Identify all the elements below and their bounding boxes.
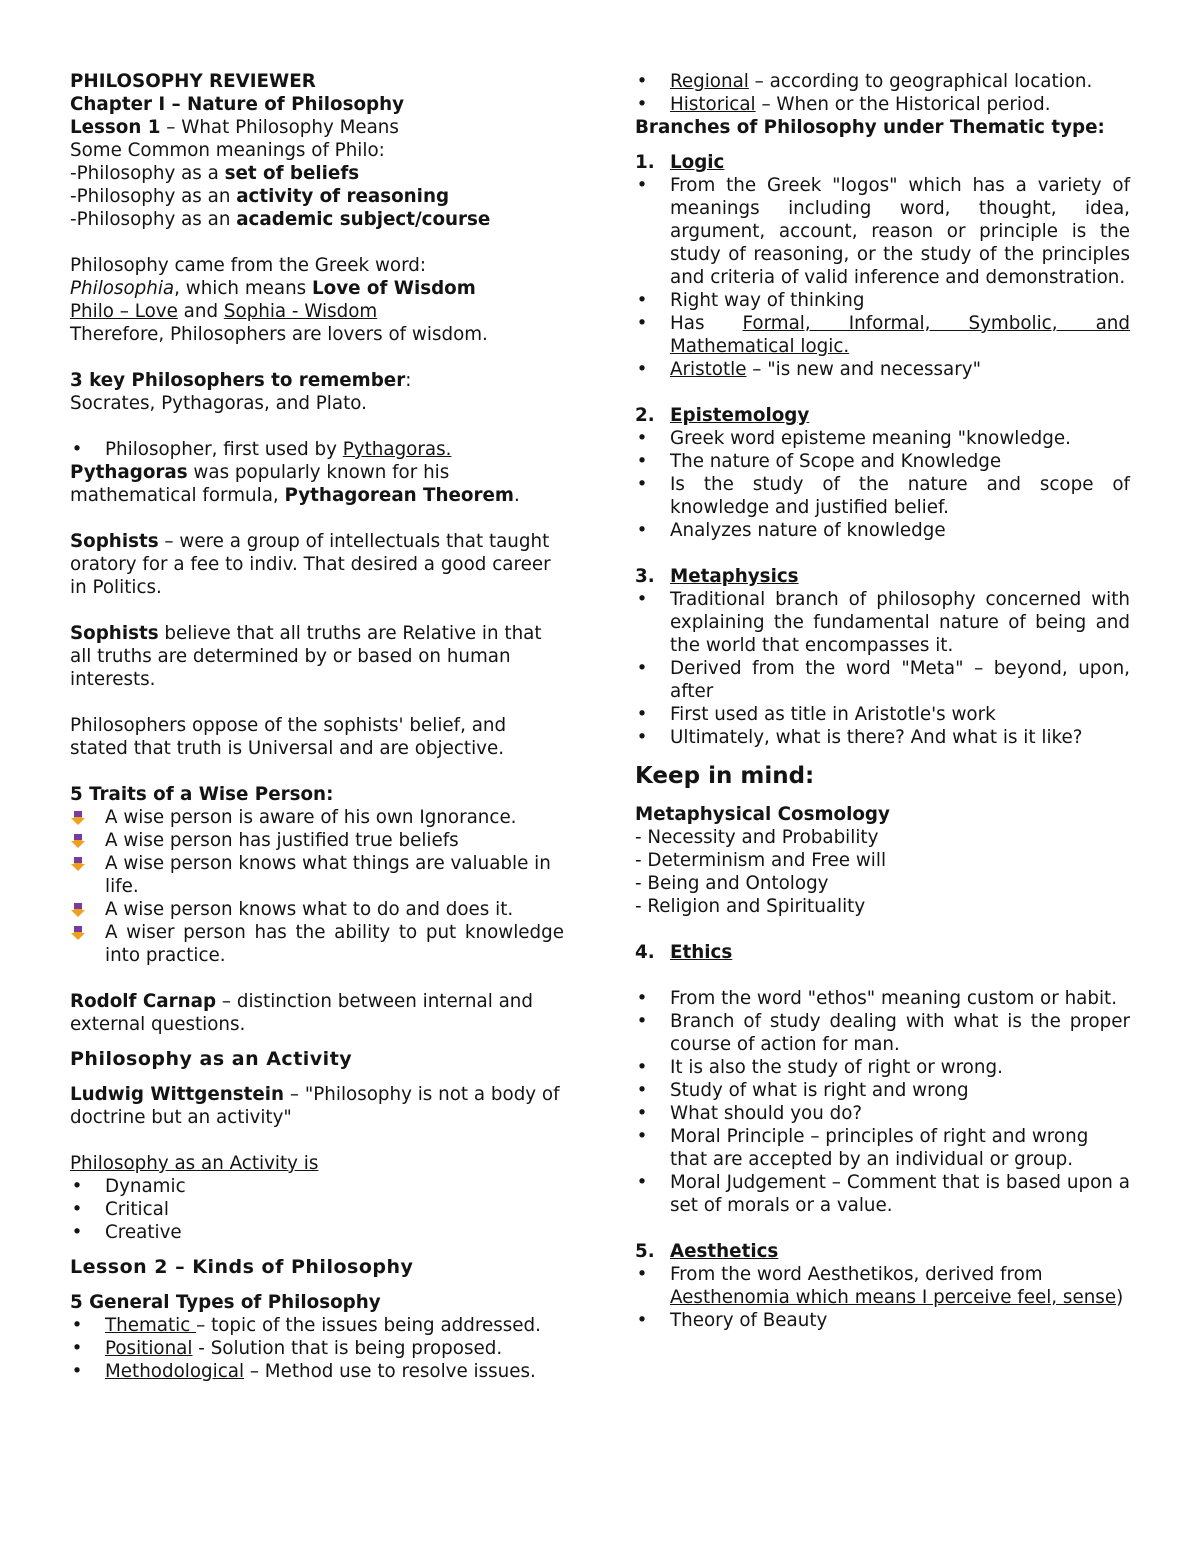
pythagoras-paragraph: Pythagoras was popularly known for his mathematical formula, Pythagorean Theorem.: [70, 462, 520, 506]
list-item: A wise person knows what things are valuable in life.: [70, 852, 564, 898]
list-item: • Traditional branch of philosophy concerned with explaining the fundamental nature of being and the world that encompasses it.: [636, 589, 1130, 656]
list-item: A wise person is aware of his own Ignorance.: [70, 806, 564, 829]
ethics-list: [635, 987, 1130, 1217]
key-philosophers-names: Socrates, Pythagoras, and Plato.: [70, 393, 367, 414]
list-item: • Derived from the word "Meta" – beyond, upon, after: [636, 658, 1130, 702]
arrow-bullet-icon: [70, 856, 86, 872]
aesthetics-heading: 5. Aesthetics: [635, 1241, 779, 1262]
general-types-list: [70, 1314, 564, 1383]
ethics-heading: 4. Ethics: [635, 942, 733, 963]
list-item: • Theory of Beauty: [636, 1310, 828, 1331]
cosmology-item: - Being and Ontology: [635, 873, 829, 894]
list-item: • From the Greek "logos" which has a variety of meanings including word, thought, idea, argument, account, reason or principle is the study of reasoning, or the study of the principles and criteria of valid inference and demonstration.: [636, 175, 1130, 288]
branches-heading: Branches of Philosophy under Thematic type:: [635, 117, 1105, 138]
traits-heading: 5 Traits of a Wise Person:: [70, 784, 334, 805]
list-item: • Critical: [71, 1199, 169, 1220]
list-item: A wise person has justified true beliefs: [70, 829, 564, 852]
list-item: • Study of what is right and wrong: [636, 1080, 969, 1101]
epistemology-heading: 2. Epistemology: [635, 405, 810, 426]
meanings-intro: Some Common meanings of Philo:: [70, 140, 385, 161]
general-types-list-continued: [635, 70, 1130, 116]
arrow-bullet-icon: [70, 925, 86, 941]
list-item: • Positional - Solution that is being proposed.: [71, 1338, 503, 1359]
document-title: PHILOSOPHY REVIEWER: [70, 71, 316, 92]
general-types-heading: 5 General Types of Philosophy: [70, 1292, 381, 1313]
greek-word-line: Philosophia, which means Love of Wisdom: [70, 278, 476, 299]
list-item: • Is the study of the nature and scope of knowledge and justified belief.: [636, 474, 1130, 518]
greek-roots: Philo – Love and Sophia - Wisdom: [70, 301, 378, 322]
sophists-definition: Sophists – were a group of intellectuals that taught oratory for a fee to indiv. That desired a good career in Politics.: [70, 531, 551, 598]
cosmology-item: - Necessity and Probability: [635, 827, 879, 848]
activity-subheading: Philosophy as an Activity is: [70, 1153, 319, 1174]
aesthetics-list: [635, 1263, 1130, 1332]
list-item: • Dynamic: [71, 1176, 186, 1197]
activity-list: [70, 1175, 564, 1244]
arrow-bullet-icon: [70, 810, 86, 826]
list-item: • What should you do?: [636, 1103, 863, 1124]
lesson2-heading: Lesson 2 – Kinds of Philosophy: [70, 1256, 414, 1278]
list-item: • Historical – When or the Historical period.: [636, 94, 1051, 115]
list-item: • Moral Judgement – Comment that is based upon a set of morals or a value.: [636, 1172, 1130, 1216]
list-item: A wise person knows what to do and does it.: [70, 898, 564, 921]
greek-therefore: Therefore, Philosophers are lovers of wisdom.: [70, 324, 488, 345]
list-item: • Branch of study dealing with what is the proper course of action for man.: [636, 1011, 1130, 1055]
list-item: • First used as title in Aristotle's work: [636, 704, 996, 725]
cosmology-item: - Religion and Spirituality: [635, 896, 866, 917]
list-item: • Has Formal, Informal, Symbolic, and Mathematical logic.: [636, 313, 1130, 357]
keep-in-mind-heading: Keep in mind:: [635, 763, 815, 789]
list-item: A wiser person has the ability to put knowledge into practice.: [70, 921, 564, 967]
chapter-heading: Chapter I – Nature of Philosophy: [70, 94, 405, 115]
list-item: • Creative: [71, 1222, 182, 1243]
arrow-bullet-icon: [70, 902, 86, 918]
list-item: • Moral Principle – principles of right and wrong that are accepted by an individual or group.: [636, 1126, 1089, 1170]
greek-intro: Philosophy came from the Greek word:: [70, 255, 427, 276]
list-item: • Analyzes nature of knowledge: [636, 520, 946, 541]
arrow-bullet-icon: [70, 833, 86, 849]
list-item: • Thematic – topic of the issues being addressed.: [71, 1315, 541, 1336]
traits-list: [70, 806, 564, 967]
epistemology-list: [635, 427, 1130, 542]
metaphysics-list: [635, 588, 1130, 749]
list-item: • Methodological – Method use to resolve issues.: [71, 1361, 536, 1382]
list-item: • Greek word episteme meaning "knowledge.: [636, 428, 1071, 449]
list-item: • From the word Aesthetikos, derived from Aesthenomia which means I perceive feel, sense): [636, 1264, 1124, 1308]
meaning-item: -Philosophy as an activity of reasoning: [70, 186, 450, 207]
list-item: • Ultimately, what is there? And what is it like?: [636, 727, 1083, 748]
key-philosophers-heading: 3 key Philosophers to remember:: [70, 370, 412, 391]
list-item: • Philosopher, first used by Pythagoras.: [71, 439, 452, 460]
carnap-paragraph: Rodolf Carnap – distinction between internal and external questions.: [70, 991, 533, 1035]
list-item: • The nature of Scope and Knowledge: [636, 451, 1002, 472]
list-item: • From the word "ethos" meaning custom or habit.: [636, 988, 1118, 1009]
list-item: • Aristotle – "is new and necessary": [636, 359, 981, 380]
list-item: • Regional – according to geographical location.: [636, 71, 1093, 92]
logic-heading: 1. Logic: [635, 152, 725, 173]
right-column: [635, 70, 1130, 1332]
list-item: • It is also the study of right or wrong.: [636, 1057, 1003, 1078]
list-item: • Right way of thinking: [636, 290, 865, 311]
activity-heading: Philosophy as an Activity: [70, 1048, 353, 1070]
metaphysics-heading: 3. Metaphysics: [635, 566, 799, 587]
wittgenstein-quote: Ludwig Wittgenstein – "Philosophy is not a body of doctrine but an activity": [70, 1084, 560, 1128]
cosmology-item: - Determinism and Free will: [635, 850, 887, 871]
logic-list: [635, 174, 1130, 381]
left-column: [70, 70, 564, 1383]
pythagoras-bullet-list: [70, 438, 564, 461]
cosmology-heading: Metaphysical Cosmology: [635, 804, 890, 825]
philosophers-oppose: Philosophers oppose of the sophists' belief, and stated that truth is Universal and are objective.: [70, 715, 507, 759]
sophists-belief: Sophists believe that all truths are Relative in that all truths are determined by or based on human interests.: [70, 623, 542, 690]
meaning-item: -Philosophy as a set of beliefs: [70, 163, 360, 184]
lesson1-heading: Lesson 1 – What Philosophy Means: [70, 117, 399, 138]
meaning-item: -Philosophy as an academic subject/course: [70, 209, 491, 230]
